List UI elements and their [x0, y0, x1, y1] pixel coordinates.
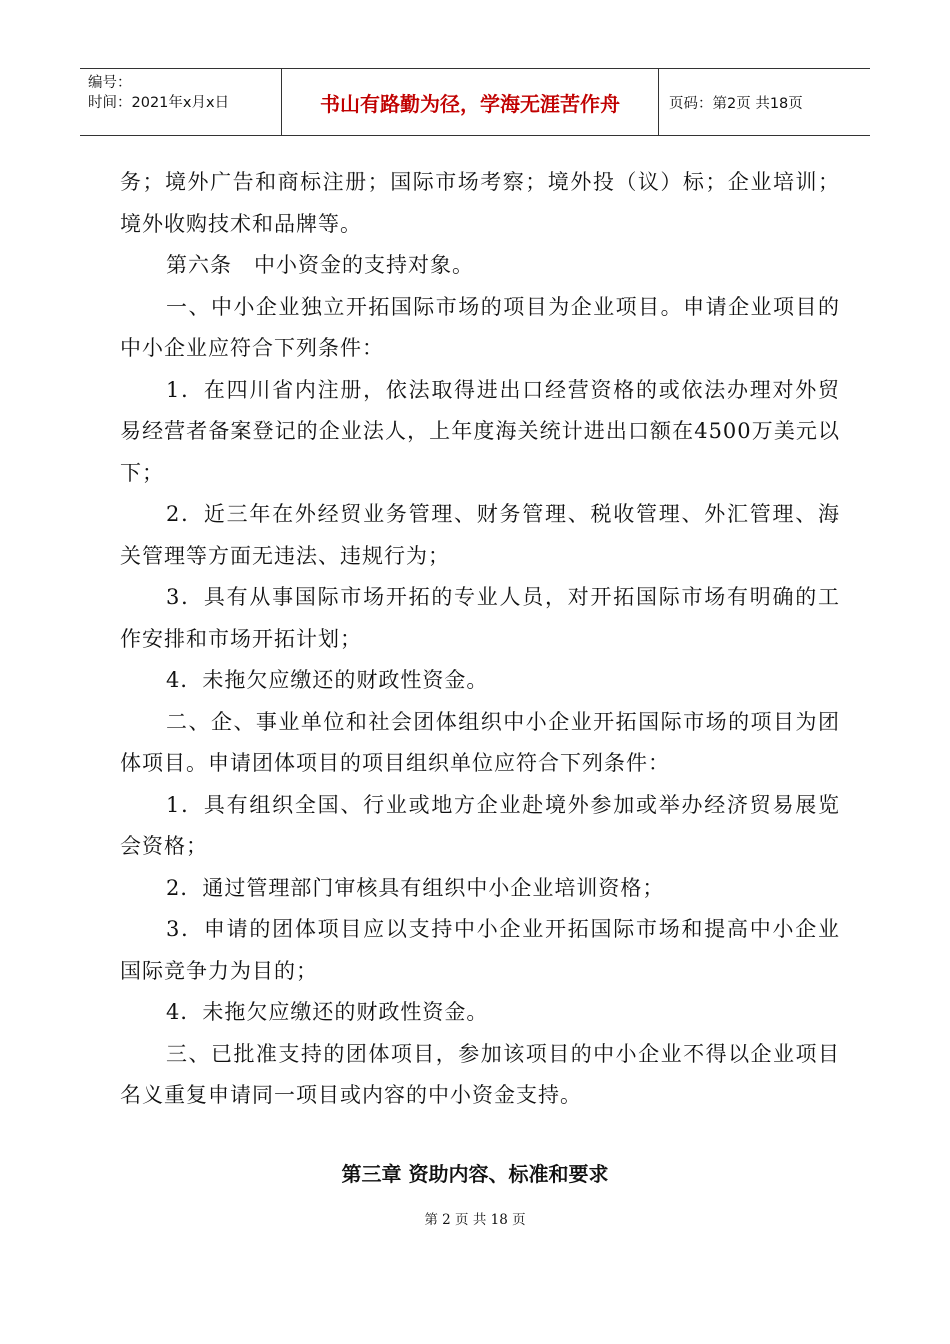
list-item: 1．具有组织全国、行业或地方企业赴境外参加或举办经济贸易展览会资格； [120, 792, 840, 858]
paragraph: 三、已批准支持的团体项目，参加该项目的中小企业不得以企业项目名义重复申请同一项目或内容的中小资金支持。 [120, 1041, 840, 1107]
page-footer: 第 2 页 共 18 页 [424, 1212, 526, 1228]
list-item: 3．申请的团体项目应以支持中小企业开拓国际市场和提高中小企业国际竞争力为目的； [120, 917, 840, 983]
header-motto: 书山有路勤为径，学海无涯苦作舟 [282, 69, 659, 135]
document-body [120, 162, 840, 1117]
list-item: 2．近三年在外经贸业务管理、财务管理、税收管理、外汇管理、海关管理等方面无违法、违规行为； [120, 502, 840, 568]
header-meta [80, 69, 282, 135]
paragraph: 务；境外广告和商标注册；国际市场考察；境外投（议）标；企业培训；境外收购技术和品牌等。 [120, 170, 840, 236]
list-item: 4．未拖欠应缴还的财政性资金。 [166, 1000, 489, 1024]
list-item: 1．在四川省内注册，依法取得进出口经营资格的或依法办理对外贸易经营者备案登记的企业法人，上年度海关统计进出口额在4500万美元以下； [120, 377, 840, 485]
article-heading: 第六条 中小资金的支持对象。 [166, 253, 474, 277]
list-item: 2．通过管理部门审核具有组织中小企业培训资格； [166, 875, 665, 900]
page-header [80, 68, 870, 136]
list-item: 3．具有从事国际市场开拓的专业人员，对开拓国际市场有明确的工作安排和市场开拓计划； [120, 585, 840, 651]
header-page-code: 页码：第2页 共18页 [669, 95, 803, 112]
list-item: 4．未拖欠应缴还的财政性资金。 [166, 668, 489, 692]
number-label: 编号： [88, 75, 132, 91]
paragraph: 二、企、事业单位和社会团体组织中小企业开拓国际市场的项目为团体项目。申请团体项目的项目组织单位应符合下列条件： [120, 709, 840, 775]
paragraph: 一、中小企业独立开拓国际市场的项目为企业项目。申请企业项目的中小企业应符合下列条件： [120, 294, 840, 360]
chapter-heading: 第三章 资助内容、标准和要求 [341, 1162, 609, 1186]
time-label: 时间：2021年x月x日 [88, 95, 230, 111]
